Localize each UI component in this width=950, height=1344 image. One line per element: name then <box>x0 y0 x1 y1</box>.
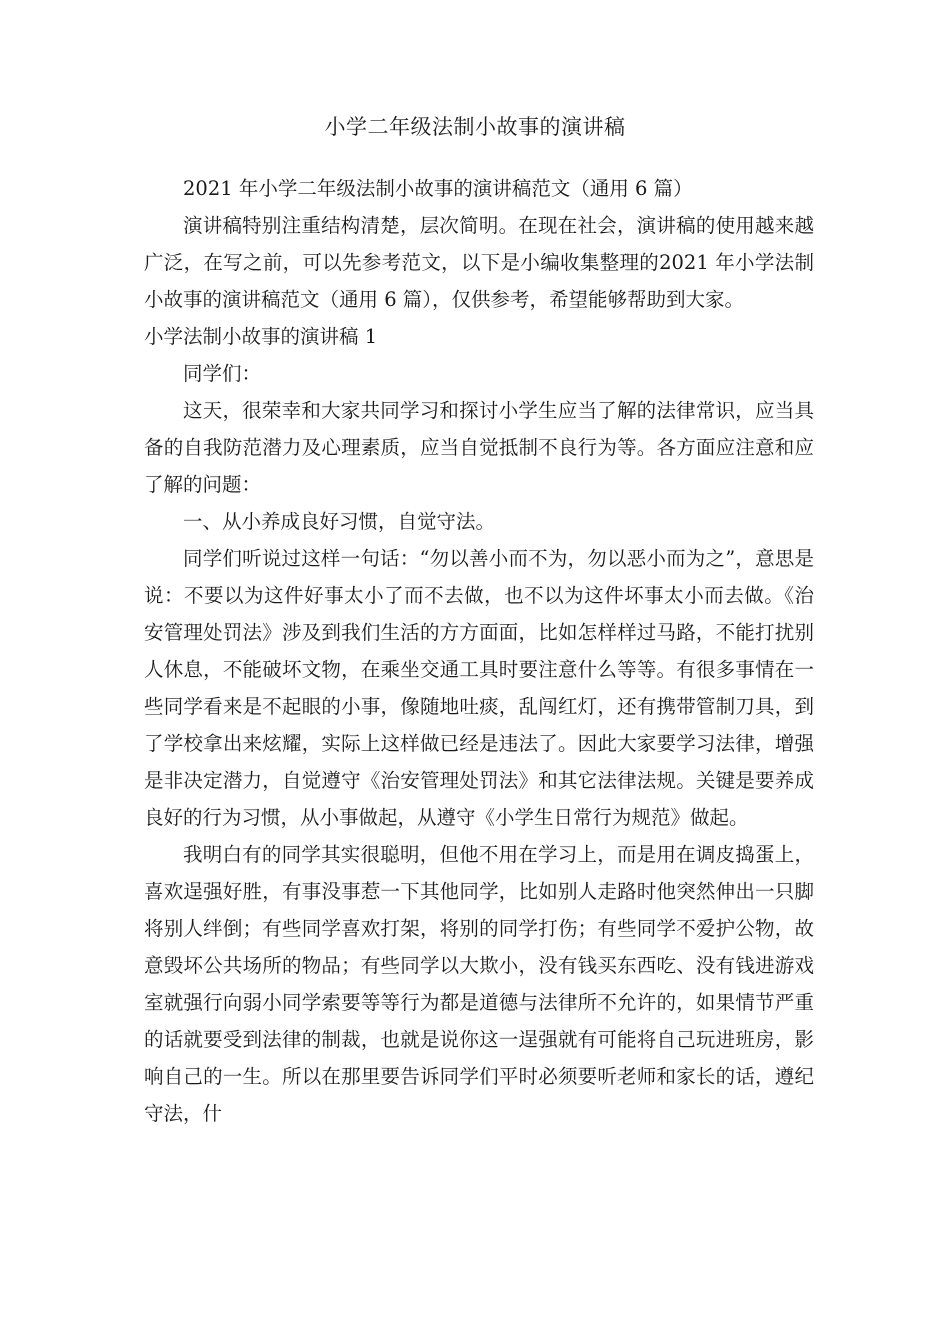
paragraph-greeting: 同学们： <box>183 362 262 385</box>
paragraph-subtitle: 2021 年小学二年级法制小故事的演讲稿范文（通用 6 篇） <box>183 177 693 200</box>
paragraph-body: 同学们听说过这样一句话：“勿以善小而不为，勿以恶小而为之”，意思是说：不要以为这件好事太小了而不去做，也不以为这件坏事太小而去做。《治安管理处罚法》涉及到我们生活的方方面面，比如怎样样过马路，不能打扰别人休息，不能破坏文物，在乘坐交通工具时要注意什么等等。有很多事情在一些同学看来是不起眼的小事，像随地吐痰，乱闯红灯，还有携带管制刀具，到了学校拿出来炫耀，实际上这样做已经是违法了。因此大家要学习法律，增强是非决定潜力，自觉遵守《治安管理处罚法》和其它法律法规。关键是要养成良好的行为习惯，从小事做起，从遵守《小学生日常行为规范》做起。 <box>144 547 814 829</box>
paragraph-body: 这天，很荣幸和大家共同学习和探讨小学生应当了解的法律常识，应当具备的自我防范潜力及心理素质，应当自觉抵制不良行为等。各方面应注意和应了解的问题： <box>144 399 814 496</box>
document-title: 小学二年级法制小故事的演讲稿 <box>324 115 626 139</box>
section-heading: 小学法制小故事的演讲稿 1 <box>144 325 378 348</box>
paragraph-point-heading: 一、从小养成良好习惯，自觉守法。 <box>183 510 496 533</box>
paragraph-body: 我明白有的同学其实很聪明，但他不用在学习上，而是用在调皮捣蛋上，喜欢逞强好胜，有事没事惹一下其他同学，比如别人走路时他突然伸出一只脚将别人绊倒；有些同学喜欢打架，将别的同学打伤；有些同学不爱护公物，故意毁坏公共场所的物品；有些同学以大欺小，没有钱买东西吃、没有钱进游戏室就强行向弱小同学索要等等行为都是道德与法律所不允许的，如果情节严重的话就要受到法律的制裁，也就是说你这一逞强就有可能将自己玩进班房，影响自己的一生。所以在那里要告诉同学们平时必须要听老师和家长的话，遵纪守法，什 <box>144 843 814 1125</box>
paragraph-intro: 演讲稿特别注重结构清楚，层次简明。在现在社会，演讲稿的使用越来越广泛，在写之前，可以先参考范文，以下是小编收集整理的2021 年小学法制小故事的演讲稿范文（通用 6 篇），仅供参考，希望能够帮助到大家。 <box>144 214 814 311</box>
document-body <box>144 170 814 1132</box>
